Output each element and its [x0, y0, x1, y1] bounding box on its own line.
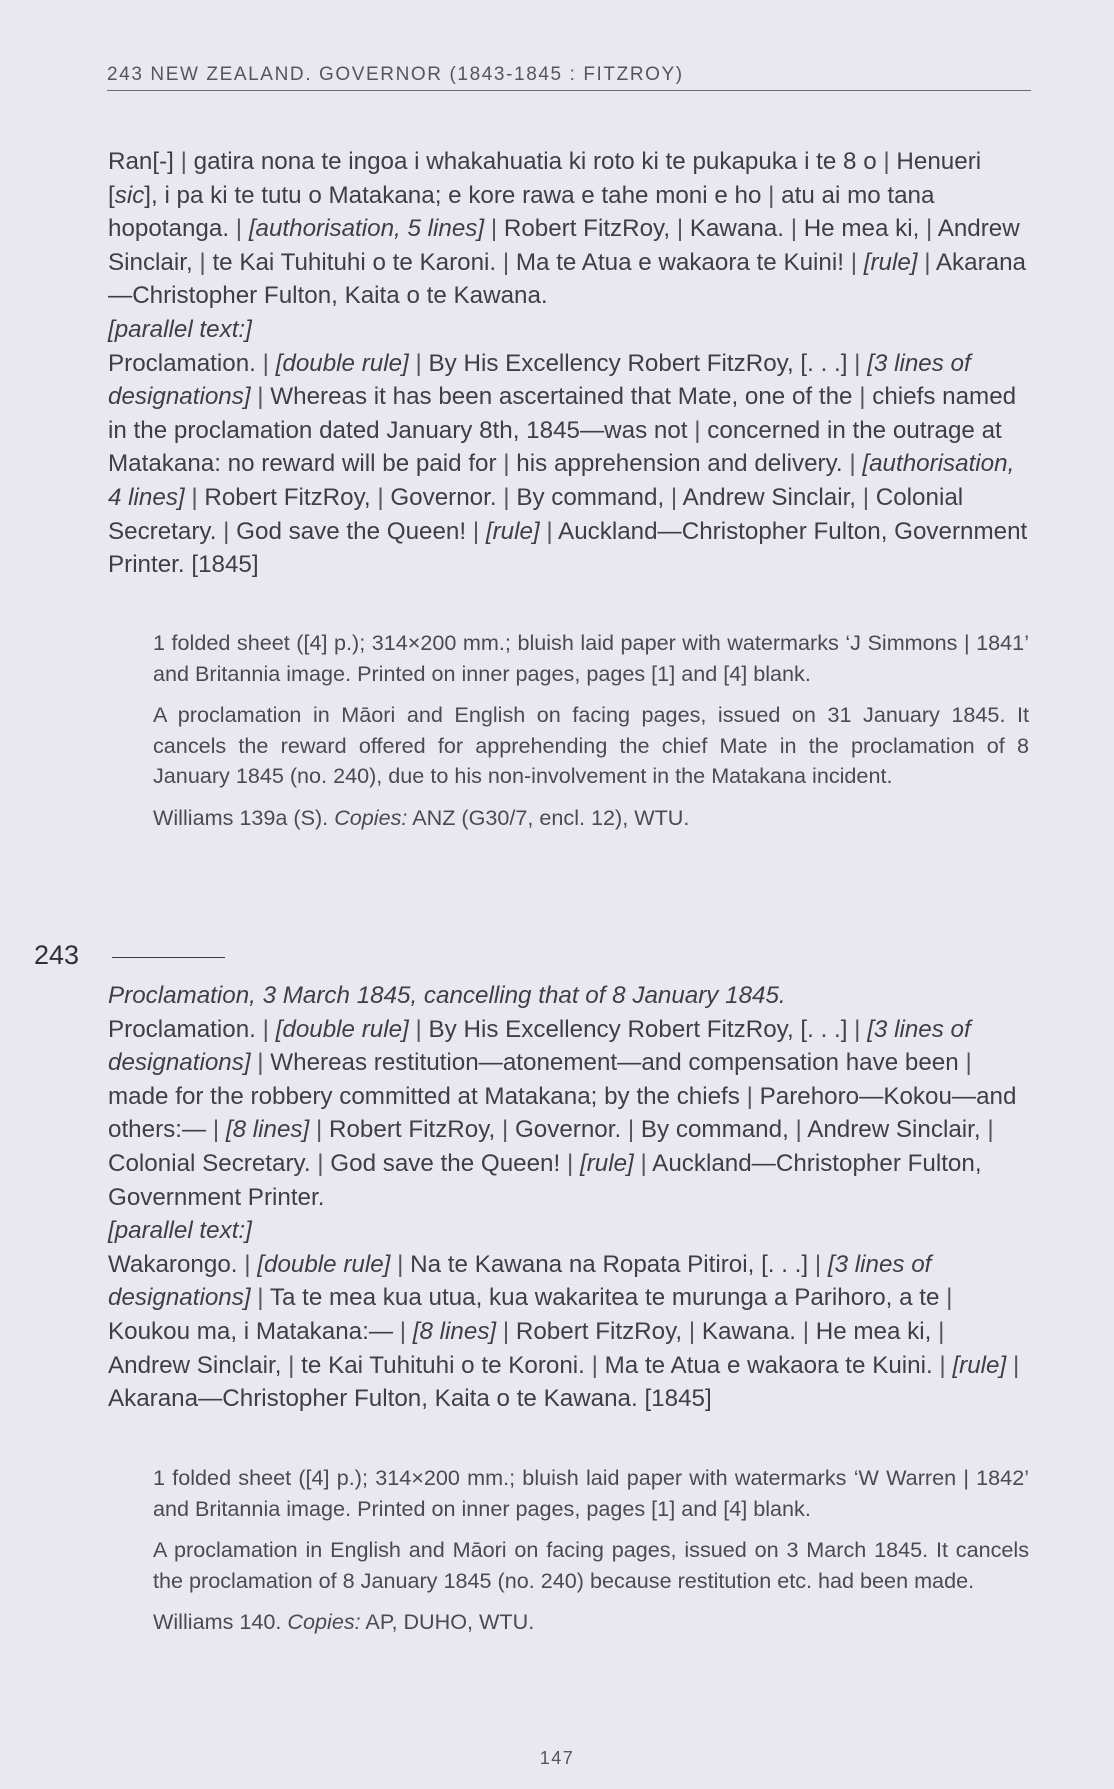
entry-title: Proclamation, 3 March 1845, cancelling that of 8 January 1845. [108, 982, 786, 1009]
running-head: 243 NEW ZEALAND. GOVERNOR (1843-1845 : FITZROY) [107, 64, 1031, 91]
parallel-text-label: [parallel text:] [108, 1217, 252, 1245]
physical-description: 1 folded sheet ([4] p.); 314×200 mm.; bluish laid paper with watermarks ‘W Warren | 1842’ and Britannia image. Printed on inner pages, pages [1] and [4] blank. [153, 1465, 1029, 1521]
content-description: A proclamation in Māori and English on facing pages, issued on 31 January 1845. It cancels the reward offered for apprehending the chief Mate in the proclamation of 8 January 1845 (no. 240), due to his non-involvement in the Matakana incident. [153, 702, 1029, 788]
parallel-text-label: [parallel text:] [108, 315, 252, 343]
entry-notes [153, 1463, 1029, 1638]
entry-rule [112, 957, 225, 958]
page-number: 147 [539, 1748, 575, 1768]
entry-number: 243 [34, 940, 80, 970]
continuation-english-text: Proclamation. | [double rule] | By His Excellency Robert FitzRoy, [. . .] | [3 lines of designations] | Whereas it has been ascertained that Mate, one of the | chiefs named in the proclamation dated January 8th, 1845—was not | concerned in the outrage at Matakana: no reward will be paid for | his apprehension and delivery. | [authorisation, 4 lines] | Robert FitzRoy, | Governor. | By command, | Andrew Sinclair, | Colonial Secretary. | God save the Queen! | [rule] | Auckland—Christopher Fulton, Government Printer. [1845] [108, 349, 1028, 579]
entry-text [108, 979, 1030, 1416]
reference-line: Williams 139a (S). Copies: ANZ (G30/7, encl. 12), WTU. [153, 804, 690, 830]
continuation-maori-text: Ran[-] | gatira nona te ingoa i whakahuatia ki roto ki te pukapuka i te 8 o | Henueri [sic], i pa ki te tutu o Matakana; e kore rawa e tahe moni e ho | atu ai mo tana hopotanga. | [authorisation, 5 lines] | Robert FitzRoy, | Kawana. | He mea ki, | Andrew Sinclair, | te Kai Tuhituhi o te Karoni. | Ma te Atua e wakaora te Kuini! | [rule] | Akarana—Christopher Fulton, Kaita o te Kawana. [parallel text:] Proclamation. | [double rule] | By His Excellency Robert FitzRoy, [. . .] | [3 lines of designations] | Whereas it has been ascertained that Mate, one of the | chiefs named in the proclamation dated January 8th, 1845—was not | concerned in the outrage at Matakana: no reward will be paid for | his apprehension and delivery. | [authorisation, 4 lines] | Robert FitzRoy, | Governor. | By command, | Andrew Sinclair, | Colonial Secretary. | God save the Queen! | [rule] | Auckland—Christopher Fulton, Government Printer. [1845] [108, 148, 1028, 579]
entry-maori-text: Wakarongo. | [double rule] | Na te Kawana na Ropata Pitiroi, [. . .] | [3 lines of designations] | Ta te mea kua utua, kua wakaritea te murunga a Parihoro, a te | Koukou ma, i Matakana:— | [8 lines] | Robert FitzRoy, | Kawana. | He mea ki, | Andrew Sinclair, | te Kai Tuhituhi o te Koroni. | Ma te Atua e wakaora te Kuini. | [rule] | Akarana—Christopher Fulton, Kaita o te Kawana. [1845] [108, 1250, 1020, 1413]
reference-line: Williams 140. Copies: AP, DUHO, WTU. [153, 1609, 535, 1634]
continuation-notes [153, 628, 1029, 833]
entry-english-text: Proclamation. | [double rule] | By His Excellency Robert FitzRoy, [. . .] | [3 lines of designations] | Whereas restitution—atonement—and compensation have been | made for the robbery committed at Matakana; by the chiefs | Parehoro—Kokou—and others:— | [8 lines] | Robert FitzRoy, | Governor. | By command, | Andrew Sinclair, | Colonial Secretary. | God save the Queen! | [rule] | Auckland—Christopher Fulton, Government Printer. [108, 1015, 1017, 1211]
content-description: A proclamation in English and Māori on facing pages, issued on 3 March 1845. It cancels the proclamation of 8 January 1845 (no. 240) because restitution etc. had been made. [153, 1537, 1029, 1593]
physical-description: 1 folded sheet ([4] p.); 314×200 mm.; bluish laid paper with watermarks ‘J Simmons | 1841’ and Britannia image. Printed on inner pages, pages [1] and [4] blank. [153, 630, 1029, 686]
